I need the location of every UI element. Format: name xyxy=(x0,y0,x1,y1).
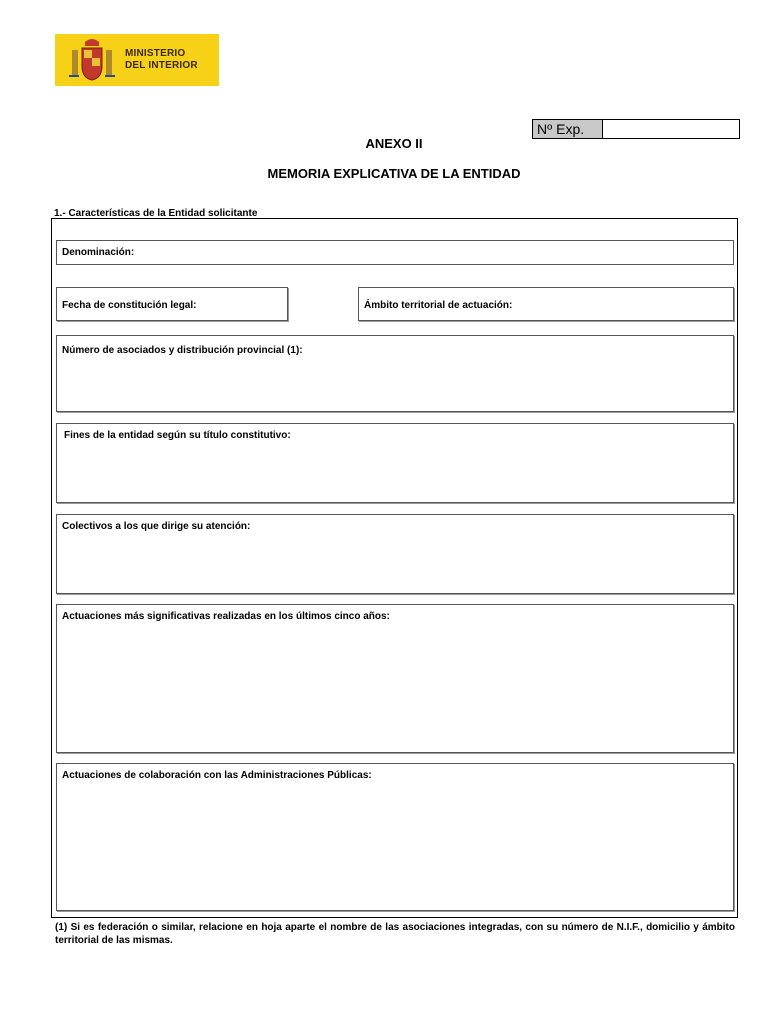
fines-label: Fines de la entidad según su título constitutivo: xyxy=(64,430,291,441)
page-title: MEMORIA EXPLICATIVA DE LA ENTIDAD xyxy=(267,166,521,181)
ambito-territorial-label: Ámbito territorial de actuación: xyxy=(364,300,513,311)
logo-line-1: MINISTERIO xyxy=(125,48,186,59)
colaboracion-label: Actuaciones de colaboración con las Administraciones Públicas: xyxy=(62,770,372,781)
actuaciones-label: Actuaciones más significativas realizadas en los últimos cinco años: xyxy=(62,611,390,622)
fecha-constitucion-field[interactable] xyxy=(56,287,288,321)
ministry-logo xyxy=(55,34,219,86)
fecha-constitucion-label: Fecha de constitución legal: xyxy=(62,300,197,311)
asociados-label: Número de asociados y distribución provincial (1): xyxy=(62,345,303,356)
actuaciones-field[interactable] xyxy=(56,604,734,753)
footnote: (1) Si es federación o similar, relacione en hoja aparte el nombre de las asociaciones integradas, con su número de N.I.F., domicilio y ámbito territorial de las mismas. xyxy=(55,922,735,946)
asociados-field[interactable] xyxy=(56,335,734,412)
logo-line-2: DEL INTERIOR xyxy=(125,60,198,71)
ambito-territorial-field[interactable] xyxy=(358,287,734,321)
colectivos-field[interactable] xyxy=(56,514,734,594)
section-label: 1.- Características de la Entidad solicitante xyxy=(54,208,258,219)
fines-field[interactable] xyxy=(56,423,734,503)
denominacion-field[interactable] xyxy=(56,240,734,265)
colectivos-label: Colectivos a los que dirige su atención: xyxy=(62,521,251,532)
coat-of-arms-icon xyxy=(65,36,119,84)
colaboracion-field[interactable] xyxy=(56,763,734,911)
annex-title: ANEXO II xyxy=(365,136,423,151)
denominacion-label: Denominación: xyxy=(62,247,135,258)
expedient-label: Nº Exp. xyxy=(533,120,603,138)
